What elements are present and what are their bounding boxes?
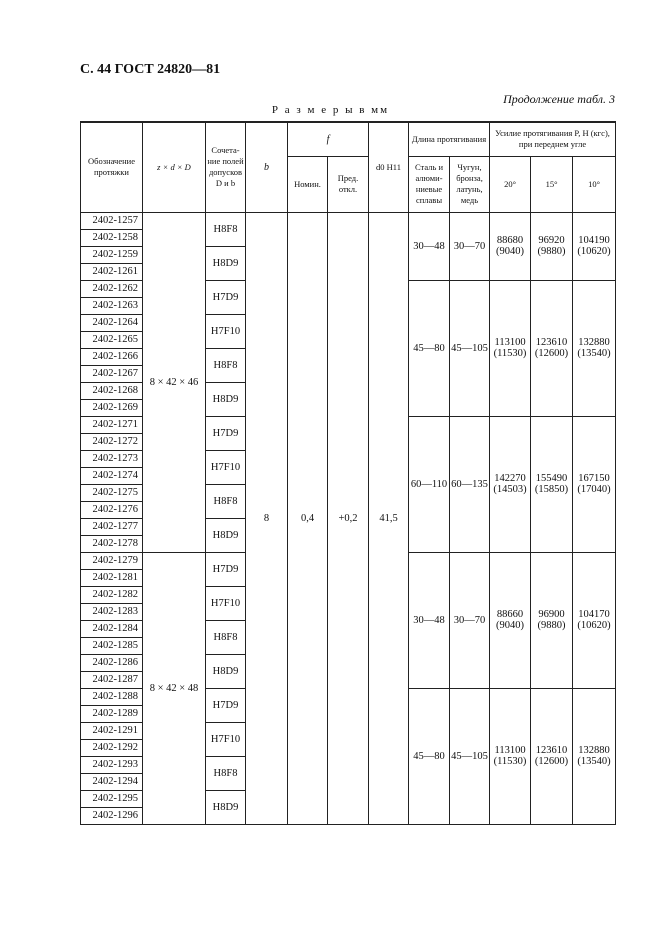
force-10-cell-value: 132880 xyxy=(578,337,610,348)
table-continuation-note: Продолжение табл. 3 xyxy=(503,92,615,106)
header-length-iron: Чугун, бронза, латунь, медь xyxy=(450,156,490,212)
force-20-cell-value: 88680 xyxy=(496,235,524,246)
designation-cell: 2402-1279 xyxy=(81,552,143,569)
designation-cell: 2402-1293 xyxy=(81,756,143,773)
force-10-cell-value: 104170 xyxy=(578,609,610,620)
fit-cell: H8D9 xyxy=(206,382,246,416)
fit-cell: H8D9 xyxy=(206,654,246,688)
header-angle-20: 20° xyxy=(490,156,531,212)
force-20-cell xyxy=(490,688,531,824)
force-10-cell-kgf: (13540) xyxy=(577,348,611,359)
force-10-cell-kgf: (13540) xyxy=(577,756,611,767)
length-steel-cell: 60—110 xyxy=(409,416,450,552)
designation-cell: 2402-1285 xyxy=(81,637,143,654)
force-15-cell-value: 96900 xyxy=(538,609,565,620)
designation-cell: 2402-1262 xyxy=(81,280,143,297)
designation-cell: 2402-1269 xyxy=(81,399,143,416)
force-15-cell xyxy=(531,212,573,280)
designation-cell: 2402-1291 xyxy=(81,722,143,739)
f-dev-cell: +0,2 xyxy=(328,212,369,824)
force-20-cell xyxy=(490,416,531,552)
units-caption: Р а з м е р ы в мм xyxy=(271,104,390,116)
fit-cell: H8D9 xyxy=(206,246,246,280)
designation-cell: 2402-1283 xyxy=(81,603,143,620)
force-20-cell-value: 88660 xyxy=(496,609,524,620)
header-f-nom: Номин. xyxy=(288,156,328,212)
designation-cell: 2402-1274 xyxy=(81,467,143,484)
force-20-cell xyxy=(490,552,531,688)
force-15-cell-kgf: (9880) xyxy=(537,620,566,631)
force-15-cell-kgf: (9880) xyxy=(537,246,566,257)
header-angle-10: 10° xyxy=(573,156,616,212)
fit-cell: H8F8 xyxy=(206,348,246,382)
header-f: f xyxy=(288,122,369,156)
designation-cell: 2402-1257 xyxy=(81,212,143,229)
fit-cell: H8D9 xyxy=(206,790,246,824)
fit-cell: H8F8 xyxy=(206,484,246,518)
force-20-cell-kgf: (9040) xyxy=(496,620,525,631)
designation-cell: 2402-1281 xyxy=(81,569,143,586)
header-fits: Сочета- ние полей допусков D и b xyxy=(206,122,246,212)
force-15-cell xyxy=(531,688,573,824)
designation-cell: 2402-1286 xyxy=(81,654,143,671)
header-d0: d0 H11 xyxy=(369,122,409,212)
force-15-cell-value: 123610 xyxy=(535,337,568,348)
fit-cell: H8F8 xyxy=(206,756,246,790)
designation-cell: 2402-1287 xyxy=(81,671,143,688)
size-cell: 8 × 42 × 48 xyxy=(143,552,206,824)
force-15-cell-kgf: (12600) xyxy=(534,348,569,359)
force-10-cell-value: 167150 xyxy=(578,473,610,484)
force-10-cell-kgf: (17040) xyxy=(577,484,611,495)
f-nom-cell: 0,4 xyxy=(288,212,328,824)
designation-cell: 2402-1261 xyxy=(81,263,143,280)
force-15-cell-value: 123610 xyxy=(535,745,568,756)
fit-cell: H7D9 xyxy=(206,280,246,314)
fit-cell: H7D9 xyxy=(206,552,246,586)
size-cell: 8 × 42 × 46 xyxy=(143,212,206,552)
force-20-cell-kgf: (14503) xyxy=(493,484,527,495)
designation-cell: 2402-1267 xyxy=(81,365,143,382)
force-20-cell-kgf: (11530) xyxy=(493,348,527,359)
designation-cell: 2402-1277 xyxy=(81,518,143,535)
designation-cell: 2402-1259 xyxy=(81,246,143,263)
table-row xyxy=(81,212,616,229)
fit-cell: H8F8 xyxy=(206,212,246,246)
broach-table xyxy=(80,121,616,825)
header-length: Длина протягивания xyxy=(409,122,490,156)
designation-cell: 2402-1263 xyxy=(81,297,143,314)
designation-cell: 2402-1288 xyxy=(81,688,143,705)
force-15-cell-kgf: (12600) xyxy=(534,756,569,767)
fit-cell: H8F8 xyxy=(206,620,246,654)
fit-cell: H7F10 xyxy=(206,722,246,756)
header-f-dev: Пред. откл. xyxy=(328,156,369,212)
designation-cell: 2402-1292 xyxy=(81,739,143,756)
designation-cell: 2402-1278 xyxy=(81,535,143,552)
designation-cell: 2402-1268 xyxy=(81,382,143,399)
force-15-cell xyxy=(531,552,573,688)
designation-cell: 2402-1294 xyxy=(81,773,143,790)
force-15-cell-value: 96920 xyxy=(538,235,565,246)
force-20-cell xyxy=(490,280,531,416)
force-20-cell-value: 113100 xyxy=(494,745,526,756)
designation-cell: 2402-1271 xyxy=(81,416,143,433)
b-cell: 8 xyxy=(246,212,288,824)
header-b: b xyxy=(246,122,288,212)
force-15-cell-kgf: (15850) xyxy=(534,484,569,495)
force-15-cell-value: 155490 xyxy=(535,473,568,484)
designation-cell: 2402-1284 xyxy=(81,620,143,637)
designation-cell: 2402-1264 xyxy=(81,314,143,331)
designation-cell: 2402-1295 xyxy=(81,790,143,807)
designation-cell: 2402-1265 xyxy=(81,331,143,348)
force-10-cell-value: 132880 xyxy=(578,745,610,756)
force-10-cell xyxy=(573,212,616,280)
force-20-cell xyxy=(490,212,531,280)
force-10-cell xyxy=(573,552,616,688)
d0-cell: 41,5 xyxy=(369,212,409,824)
designation-cell: 2402-1276 xyxy=(81,501,143,518)
force-10-cell-kgf: (10620) xyxy=(577,620,611,631)
designation-cell: 2402-1273 xyxy=(81,450,143,467)
length-steel-cell: 45—80 xyxy=(409,280,450,416)
force-15-cell xyxy=(531,416,573,552)
force-10-cell-kgf: (10620) xyxy=(577,246,611,257)
length-iron-cell: 60—135 xyxy=(450,416,490,552)
force-20-cell-value: 113100 xyxy=(494,337,526,348)
designation-cell: 2402-1282 xyxy=(81,586,143,603)
designation-cell: 2402-1272 xyxy=(81,433,143,450)
fit-cell: H8D9 xyxy=(206,518,246,552)
length-iron-cell: 45—105 xyxy=(450,280,490,416)
fit-cell: H7F10 xyxy=(206,586,246,620)
length-iron-cell: 30—70 xyxy=(450,552,490,688)
designation-cell: 2402-1266 xyxy=(81,348,143,365)
page-reference: С. 44 ГОСТ 24820—81 xyxy=(80,62,221,77)
force-10-cell xyxy=(573,688,616,824)
designation-cell: 2402-1275 xyxy=(81,484,143,501)
header-length-steel: Сталь и алюми- ниевые сплавы xyxy=(409,156,450,212)
header-zdD: z × d × D xyxy=(143,122,206,212)
header-force: Усилие протягивания P, Н (кгс), при переднем угле xyxy=(490,122,616,156)
force-20-cell-kgf: (11530) xyxy=(493,756,527,767)
length-steel-cell: 30—48 xyxy=(409,212,450,280)
fit-cell: H7F10 xyxy=(206,450,246,484)
force-20-cell-value: 142270 xyxy=(494,473,526,484)
length-iron-cell: 45—105 xyxy=(450,688,490,824)
force-10-cell xyxy=(573,280,616,416)
force-15-cell xyxy=(531,280,573,416)
header-angle-15: 15° xyxy=(531,156,573,212)
designation-cell: 2402-1296 xyxy=(81,807,143,824)
length-steel-cell: 45—80 xyxy=(409,688,450,824)
fit-cell: H7D9 xyxy=(206,416,246,450)
force-10-cell-value: 104190 xyxy=(578,235,610,246)
designation-cell: 2402-1289 xyxy=(81,705,143,722)
force-10-cell xyxy=(573,416,616,552)
force-20-cell-kgf: (9040) xyxy=(496,246,525,257)
length-iron-cell: 30—70 xyxy=(450,212,490,280)
fit-cell: H7D9 xyxy=(206,688,246,722)
fit-cell: H7F10 xyxy=(206,314,246,348)
header-designation: Обозначение протяжки xyxy=(81,122,143,212)
length-steel-cell: 30—48 xyxy=(409,552,450,688)
designation-cell: 2402-1258 xyxy=(81,229,143,246)
